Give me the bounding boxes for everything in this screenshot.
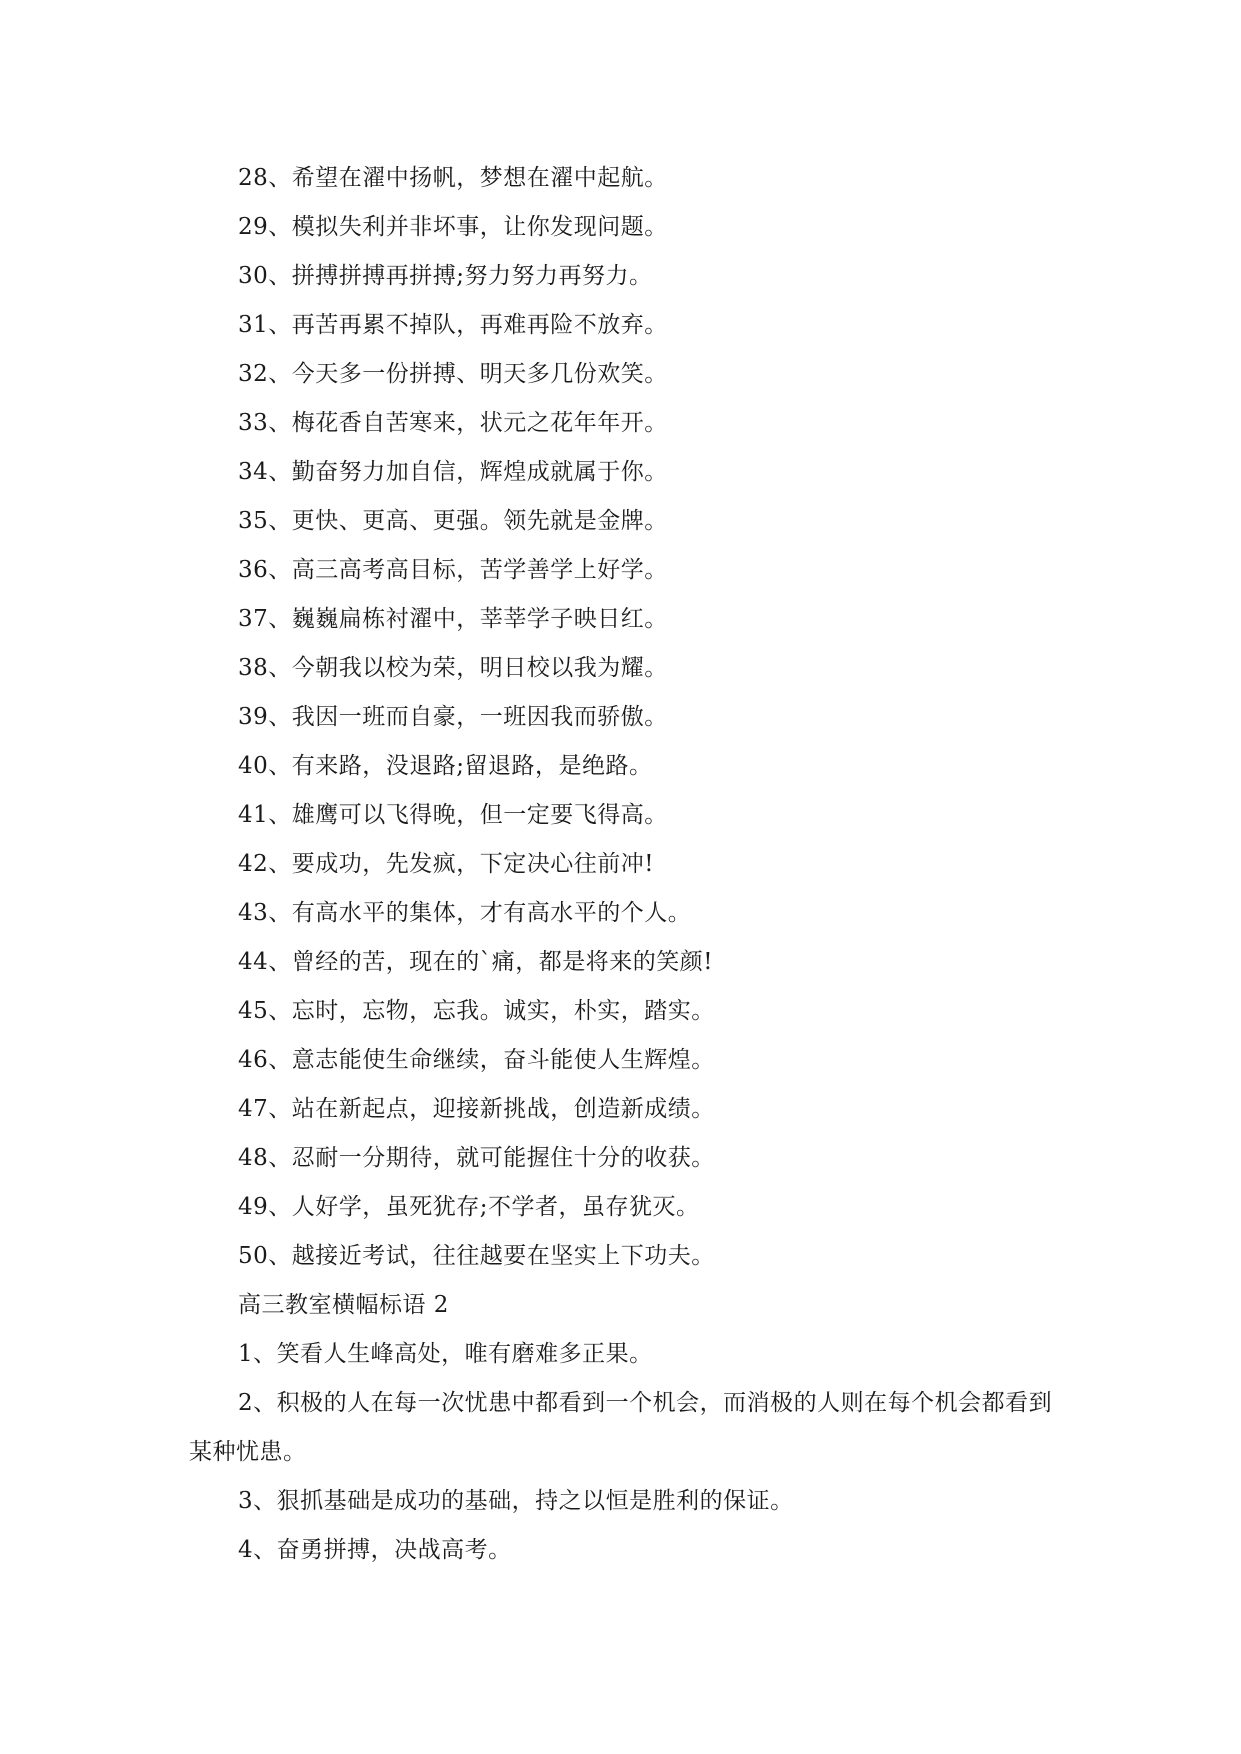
slogan-line: 33、梅花香自苦寒来，状元之花年年开。 <box>238 410 668 436</box>
slogan-line-wrapped: 2、积极的人在每一次忧患中都看到一个机会，而消极的人则在每个机会都看到某种忧患。 <box>189 1390 1053 1465</box>
slogan-line: 48、忍耐一分期待，就可能握住十分的收获。 <box>238 1145 715 1171</box>
slogan-line: 49、人好学，虽死犹存;不学者，虽存犹灭。 <box>238 1194 700 1220</box>
slogan-line: 40、有来路，没退路;留退路，是绝路。 <box>238 753 653 779</box>
slogan-line: 42、要成功，先发疯，下定决心往前冲! <box>238 851 655 877</box>
slogan-line: 47、站在新起点，迎接新挑战，创造新成绩。 <box>238 1096 715 1122</box>
slogan-line: 37、巍巍扁栋衬濯中，莘莘学子映日红。 <box>238 606 668 632</box>
slogan-line: 31、再苦再累不掉队，再难再险不放弃。 <box>238 312 668 338</box>
slogan-line: 28、希望在濯中扬帆，梦想在濯中起航。 <box>238 165 668 191</box>
slogan-line: 35、更快、更高、更强。领先就是金牌。 <box>238 508 668 534</box>
slogan-line: 3、狠抓基础是成功的基础，持之以恒是胜利的保证。 <box>238 1488 794 1514</box>
section-heading: 高三教室横幅标语 2 <box>238 1292 449 1318</box>
slogan-line: 50、越接近考试，往往越要在坚实上下功夫。 <box>238 1243 715 1269</box>
slogan-line: 45、忘时，忘物，忘我。诚实，朴实，踏实。 <box>238 998 715 1024</box>
slogan-line: 30、拼搏拼搏再拼搏;努力努力再努力。 <box>238 263 653 289</box>
slogan-line: 46、意志能使生命继续，奋斗能使人生辉煌。 <box>238 1047 715 1073</box>
slogan-line: 4、奋勇拼搏，决战高考。 <box>238 1537 512 1563</box>
slogan-line: 41、雄鹰可以飞得晚，但一定要飞得高。 <box>238 802 668 828</box>
slogan-line: 39、我因一班而自豪，一班因我而骄傲。 <box>238 704 668 730</box>
slogan-line: 38、今朝我以校为荣，明日校以我为耀。 <box>238 655 668 681</box>
slogan-line: 34、勤奋努力加自信，辉煌成就属于你。 <box>238 459 668 485</box>
slogan-line: 43、有高水平的集体，才有高水平的个人。 <box>238 900 692 926</box>
document-body <box>189 154 1069 1575</box>
slogan-line: 1、笑看人生峰高处，唯有磨难多正果。 <box>238 1341 653 1367</box>
slogan-line: 32、今天多一份拼搏、明天多几份欢笑。 <box>238 361 668 387</box>
slogan-line: 36、高三高考高目标，苦学善学上好学。 <box>238 557 668 583</box>
slogan-line: 29、模拟失利并非坏事，让你发现问题。 <box>238 214 668 240</box>
slogan-line: 44、曾经的苦，现在的`痛，都是将来的笑颜! <box>238 949 714 975</box>
